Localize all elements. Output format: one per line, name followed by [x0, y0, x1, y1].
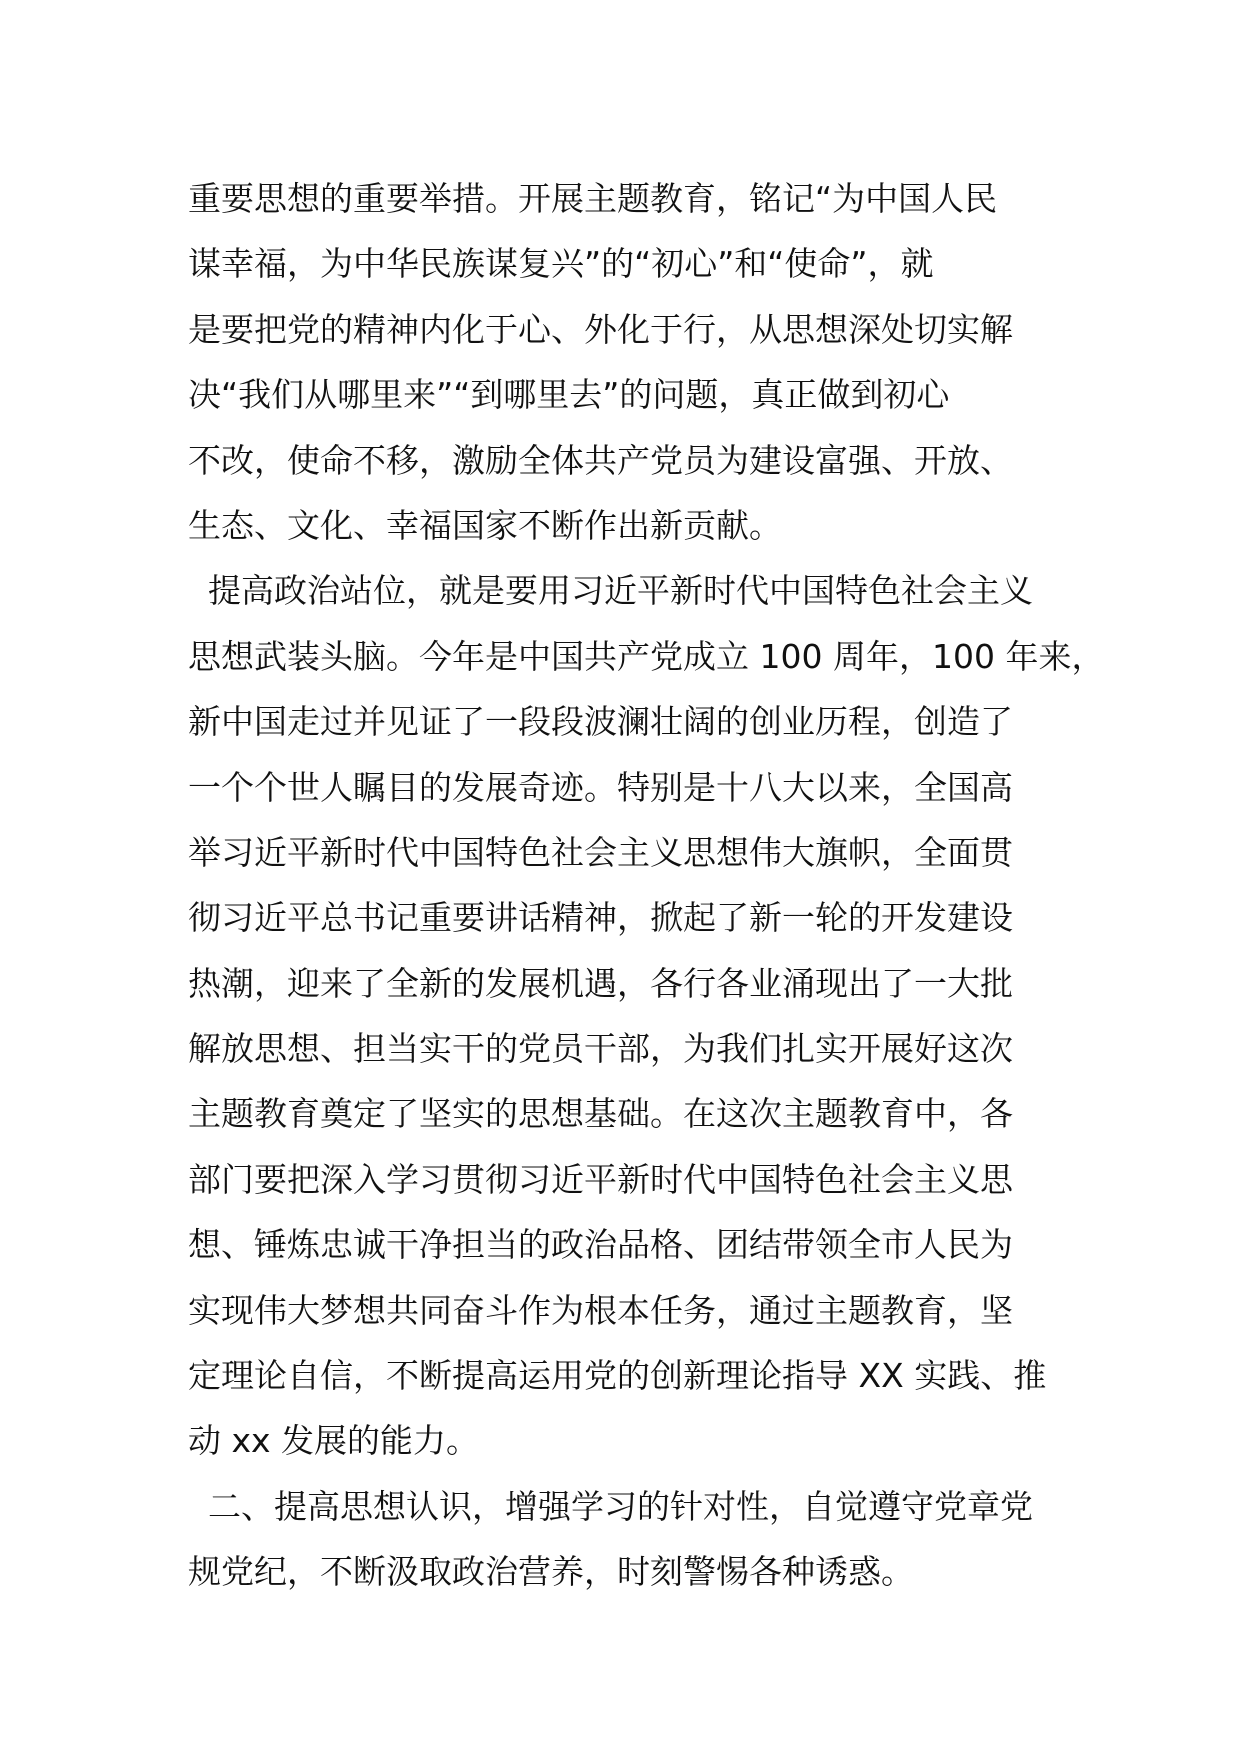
text-line: 动 xx 发展的能力。 [188, 1421, 480, 1461]
text-line: 新中国走过并见证了一段段波澜壮阔的创业历程，创造了 [188, 702, 1013, 742]
text-line: 思想武装头脑。今年是中国共产党成立 100 周年，100 年来， [188, 636, 1105, 676]
document-body [188, 166, 1105, 1605]
text-line: 解放思想、担当实干的党员干部，为我们扎实开展好这次 [188, 1029, 1013, 1069]
text-line: 二、提高思想认识，增强学习的针对性，自觉遵守党章党 [208, 1486, 1033, 1526]
text-line: 一个个世人瞩目的发展奇迹。特别是十八大以来，全国高 [188, 767, 1013, 807]
text-line: 提高政治站位，就是要用习近平新时代中国特色社会主义 [208, 571, 1033, 611]
text-line: 想、锤炼忠诚干净担当的政治品格、团结带领全市人民为 [188, 1225, 1013, 1265]
text-line: 部门要把深入学习贯彻习近平新时代中国特色社会主义思 [188, 1159, 1013, 1199]
text-line: 决“我们从哪里来”“到哪里去”的问题，真正做到初心 [188, 375, 950, 415]
text-line: 彻习近平总书记重要讲话精神，掀起了新一轮的开发建设 [188, 898, 1013, 938]
paragraph-3 [188, 1474, 1088, 1605]
text-line: 热潮，迎来了全新的发展机遇，各行各业涌现出了一大批 [188, 963, 1013, 1003]
text-line: 是要把党的精神内化于心、外化于行，从思想深处切实解 [188, 309, 1013, 349]
text-line: 重要思想的重要举措。开展主题教育，铭记“为中国人民 [188, 179, 998, 218]
text-line: 谋幸福，为中华民族谋复兴”的“初心”和“使命”，就 [188, 244, 934, 284]
text-line: 规党纪，不断汲取政治营养，时刻警惕各种诱惑。 [188, 1552, 914, 1592]
paragraph-2 [188, 558, 1105, 1473]
text-line: 定理论自信，不断提高运用党的创新理论指导 XX 实践、推 [188, 1356, 1047, 1396]
paragraph-1 [188, 166, 1088, 558]
text-line: 生态、文化、幸福国家不断作出新贡献。 [188, 505, 782, 545]
text-line: 实现伟大梦想共同奋斗作为根本任务，通过主题教育，坚 [188, 1290, 1013, 1330]
text-line: 主题教育奠定了坚实的思想基础。在这次主题教育中，各 [188, 1094, 1013, 1134]
text-line: 不改，使命不移，激励全体共产党员为建设富强、开放、 [188, 440, 1013, 480]
text-line: 举习近平新时代中国特色社会主义思想伟大旗帜，全面贯 [188, 832, 1013, 872]
